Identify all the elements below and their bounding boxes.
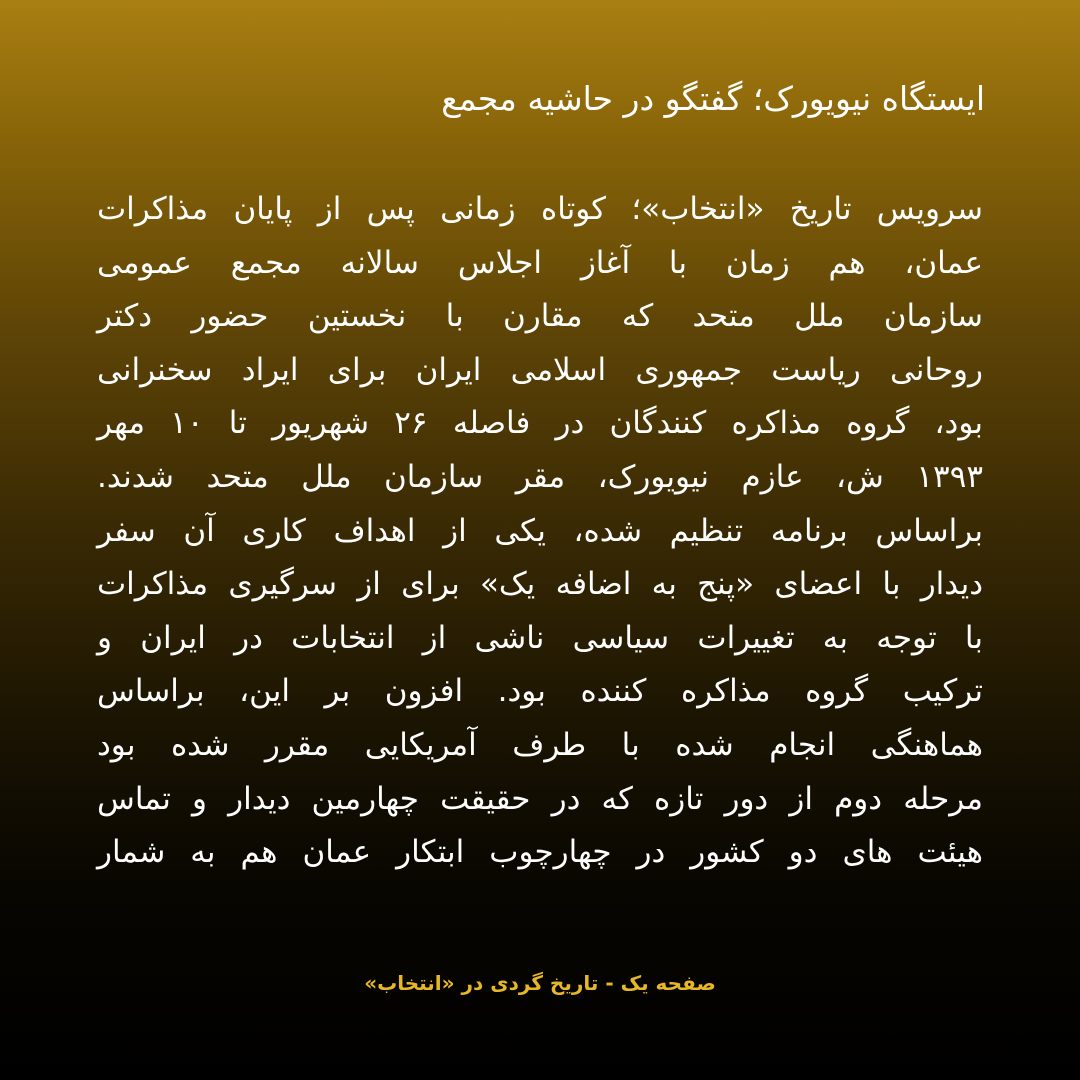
page-footer-caption: صفحه یک - تاریخ گردی در «انتخاب» <box>364 971 716 995</box>
body-line: دیدار با اعضای «پنج به اضافه یک» برای از سرگیری مذاکرات <box>97 566 983 603</box>
body-line: روحانی ریاست جمهوری اسلامی ایران برای ایراد سخنرانی <box>97 351 983 388</box>
body-line: عمان، هم زمان با آغاز اجلاس سالانه مجمع عمومی <box>97 244 983 281</box>
body-line: مرحله دوم از دور تازه که در حقیقت چهارمین دیدار و تماس <box>97 780 983 817</box>
body-line: ۱۳۹۳ ش، عازم نیویورک، مقر سازمان ملل متحد شدند. <box>97 458 983 495</box>
body-line: هیئت های دو کشور در چهارچوب ابتکار عمان هم به شمار <box>97 834 983 871</box>
body-line: سازمان ملل متحد که مقارن با نخستین حضور دکتر <box>97 298 983 335</box>
body-line: براساس برنامه تنظیم شده، یکی از اهداف کاری آن سفر <box>97 512 983 549</box>
body-line: بود، گروه مذاکره کنندگان در فاصله ۲۶ شهریور تا ۱۰ مهر <box>97 405 984 442</box>
body-line: با توجه به تغییرات سیاسی ناشی از انتخابات در ایران و <box>97 619 983 656</box>
body-line: سرویس تاریخ «انتخاب»؛ کوتاه زمانی پس از پایان مذاکرات <box>97 191 983 227</box>
body-line: ترکیب گروه مذاکره کننده بود. افزون بر این، براساس <box>97 673 983 710</box>
body-line: هماهنگی انجام شده با طرف آمریکایی مقرر شده بود <box>97 726 983 763</box>
article-body <box>97 183 983 880</box>
article-headline: ایستگاه نیویورک؛ گفتگو در حاشیه مجمع <box>441 79 985 118</box>
